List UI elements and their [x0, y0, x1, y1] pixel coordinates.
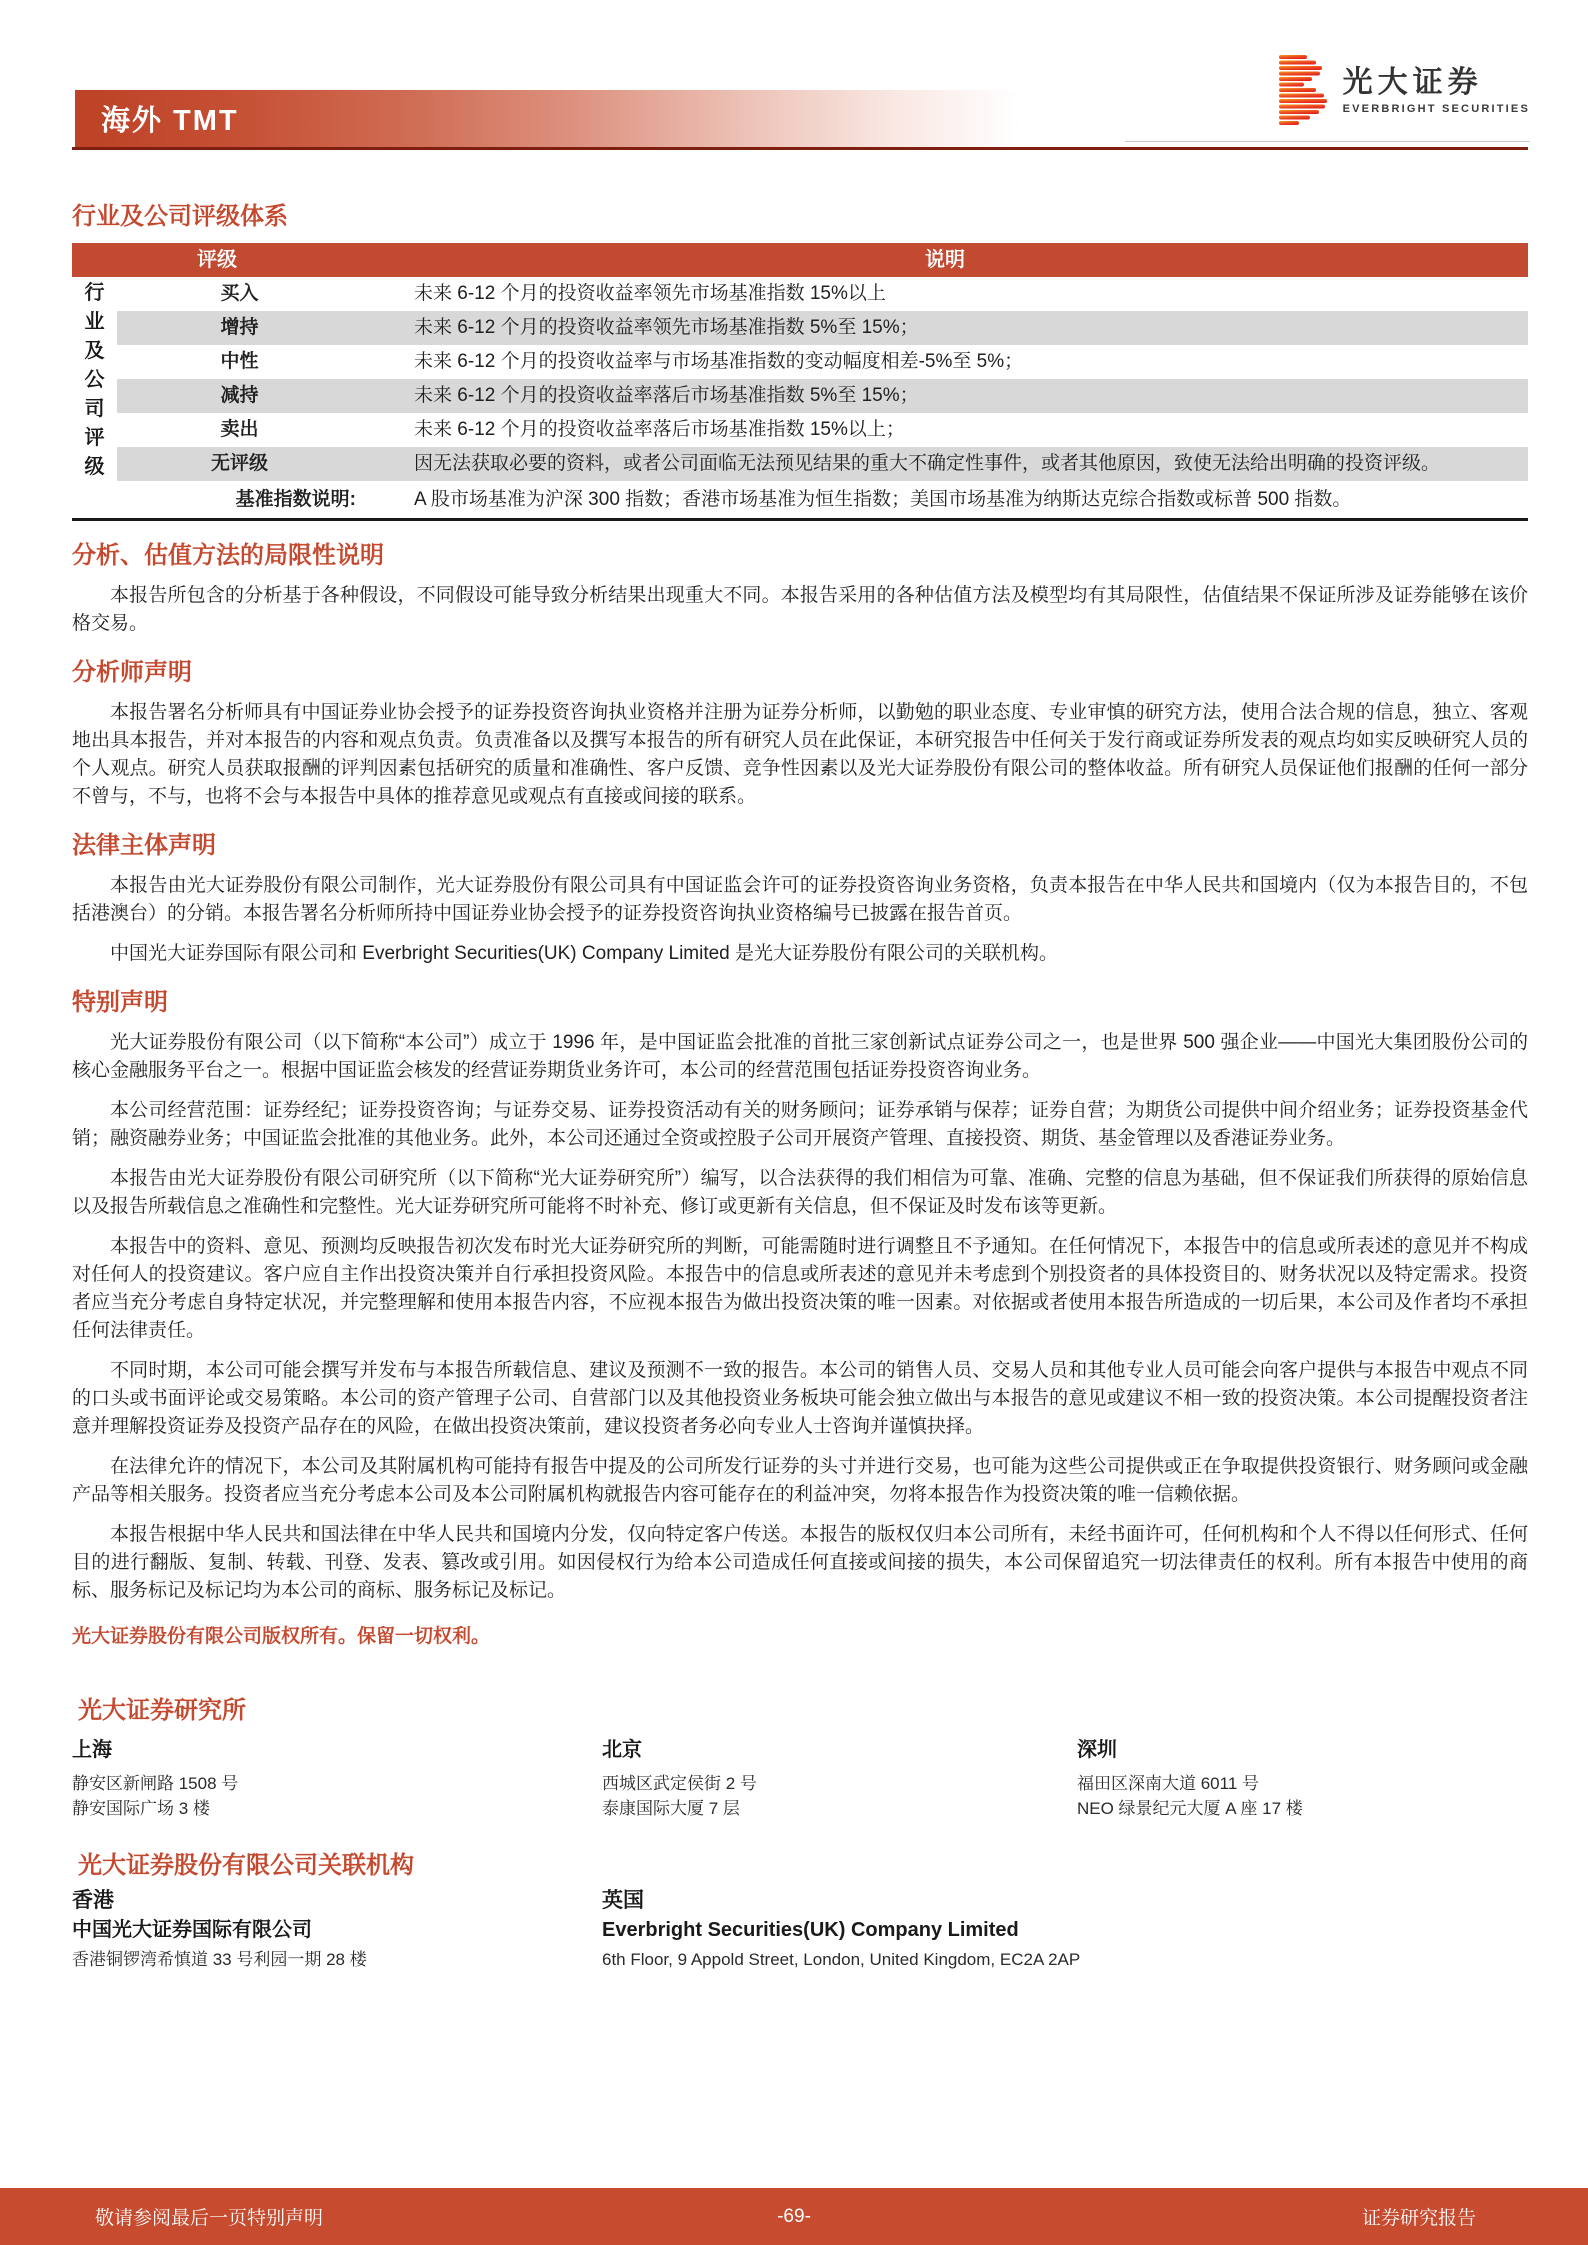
- office-address-line: NEO 绿景纪元大厦 A 座 17 楼: [1077, 1799, 1303, 1818]
- page-footer: [0, 2188, 1588, 2245]
- affiliate-offices: [72, 1886, 1528, 1972]
- section-paragraph: 不同时期，本公司可能会撰写并发布与本报告所载信息、建议及预测不一致的报告。本公司的销售人员、交易人员和其他专业人员可能会向客户提供与本报告中观点不同的口头或书面评论或交易策略。本公司的资产管理子公司、自营部门以及其他投资业务板块可能会独立做出与本报告的意见或建议不相一致的投资决策。本公司提醒投资者注意并理解投资证券及投资产品存在的风险，在做出投资决策前，建议投资者务必向专业人士咨询并谨慎抉择。: [72, 1360, 1528, 1437]
- rating-cell: 无评级: [210, 453, 268, 474]
- description-cell: 未来 6-12 个月的投资收益率领先市场基准指数 5%至 15%；: [414, 317, 919, 338]
- section-paragraph: 本报告由光大证券股份有限公司制作，光大证券股份有限公司具有中国证监会许可的证券投资咨询业务资格，负责本报告在中华人民共和国境内（仅为本报告目的，不包括港澳台）的分销。本报告署名分析师所持中国证券业协会授予的证券投资咨询执业资格编号已披露在报告首页。: [72, 875, 1528, 924]
- office-shenzhen: [1077, 1735, 1528, 1821]
- office-address-line: 静安国际广场 3 楼: [72, 1799, 210, 1818]
- office-beijing: [602, 1735, 1077, 1821]
- benchmark-row: [72, 482, 1528, 518]
- table-row: [117, 311, 1528, 345]
- office-address-line: 泰康国际大厦 7 层: [602, 1799, 740, 1818]
- office-city: 北京: [602, 1739, 642, 1761]
- banner-title: 海外 TMT: [101, 105, 239, 137]
- rating-cell: 买入: [220, 283, 259, 304]
- table-row: [117, 447, 1528, 481]
- description-cell: 未来 6-12 个月的投资收益率领先市场基准指数 15%以上: [414, 283, 886, 304]
- section-paragraph: 中国光大证券国际有限公司和 Everbright Securities(UK) Company Limited 是光大证券股份有限公司的关联机构。: [110, 943, 1059, 964]
- rating-cell: 中性: [220, 351, 259, 372]
- table-row: [117, 277, 1528, 311]
- office-address-line: 6th Floor, 9 Appold Street, London, United Kingdom, EC2A 2AP: [602, 1950, 1081, 1969]
- office-shanghai: [72, 1735, 602, 1821]
- logo-text: [1343, 66, 1530, 115]
- section-paragraph: 本报告中的资料、意见、预测均反映报告初次发布时光大证券研究所的判断，可能需随时进行调整且不予通知。在任何情况下，本报告中的信息或所表述的意见并不构成对任何人的投资建议。客户应自主作出投资决策并自行承担投资风险。本报告中的信息或所表述的意见并未考虑到个别投资者的具体投资目的、财务状况以及特定需求。投资者应当充分考虑自身特定状况，并完整理解和使用本报告内容，不应视本报告为做出投资决策的唯一因素。对依据或者使用本报告所造成的一切后果，本公司及作者均不承担任何法律责任。: [72, 1236, 1528, 1341]
- affiliate-company-name: 中国光大证券国际有限公司: [72, 1919, 312, 1941]
- affiliate-company-name: Everbright Securities(UK) Company Limited: [602, 1919, 1019, 1941]
- description-cell: 因无法获取必要的资料，或者公司面临无法预见结果的重大不确定性事件，或者其他原因，致使无法给出明确的投资评级。: [414, 453, 1441, 474]
- footer-report-type: 证券研究报告: [1361, 2208, 1476, 2229]
- column-header-description: 说明: [925, 249, 965, 271]
- benchmark-label: 基准指数说明:: [235, 489, 356, 510]
- description-cell: 未来 6-12 个月的投资收益率落后市场基准指数 5%至 15%；: [414, 385, 919, 406]
- rating-cell: 增持: [220, 317, 259, 338]
- research-institute-offices: [72, 1735, 1528, 1821]
- section-banner: [75, 90, 1040, 147]
- section-paragraph: 在法律允许的情况下，本公司及其附属机构可能持有报告中提及的公司所发行证券的头寸并进行交易，也可能为这些公司提供或正在争取提供投资银行、财务顾问或金融产品等相关服务。投资者应当充分考虑本公司及本公司附属机构就报告内容可能存在的利益冲突，勿将本报告作为投资决策的唯一信赖依据。: [72, 1456, 1528, 1505]
- rating-cell: 卖出: [220, 419, 259, 440]
- office-address-line: 香港铜锣湾希慎道 33 号利园一期 28 楼: [72, 1950, 367, 1969]
- page-number: -69-: [777, 2205, 811, 2227]
- logo-name-en: EVERBRIGHT SECURITIES: [1342, 103, 1530, 115]
- table-row: [117, 413, 1528, 447]
- description-cell: 未来 6-12 个月的投资收益率与市场基准指数的变动幅度相差-5%至 5%；: [414, 351, 1024, 372]
- affiliates-title: 光大证券股份有限公司关联机构: [78, 1852, 414, 1879]
- office-address-line: 福田区深南大道 6011 号: [1077, 1774, 1260, 1793]
- description-cell: 未来 6-12 个月的投资收益率落后市场基准指数 15%以上；: [414, 419, 905, 440]
- rating-section-title: 行业及公司评级体系: [72, 203, 288, 230]
- office-address-line: 静安区新闸路 1508 号: [72, 1774, 239, 1793]
- page-content: [72, 150, 1528, 1972]
- copyright-notice: 光大证券股份有限公司版权所有。保留一切权利。: [72, 1626, 491, 1647]
- section-heading: 特别声明: [72, 989, 168, 1016]
- section-heading: 法律主体声明: [72, 832, 216, 859]
- office-hongkong: [72, 1886, 602, 1972]
- section-paragraph: 光大证券股份有限公司（以下简称“本公司”）成立于 1996 年，是中国证监会批准的首批三家创新试点证券公司之一，也是世界 500 强企业——中国光大集团股份公司的核心金融服务平台之一。根据中国证监会核发的经营证券期货业务许可，本公司的经营范围包括证券投资咨询业务。: [72, 1032, 1528, 1081]
- benchmark-description: A 股市场基准为沪深 300 指数；香港市场基准为恒生指数；美国市场基准为纳斯达克综合指数或标普 500 指数。: [414, 489, 1352, 510]
- office-uk: [602, 1886, 1528, 1972]
- section-paragraph: 本报告根据中华人民共和国法律在中华人民共和国境内分发，仅向特定客户传送。本报告的版权仅归本公司所有，未经书面许可，任何机构和个人不得以任何形式、任何目的进行翻版、复制、转载、刊登、发表、篡改或引用。如因侵权行为给本公司造成任何直接或间接的损失，本公司保留追究一切法律责任的权利。所有本报告中使用的商标、服务标记及标记均为本公司的商标、服务标记及标记。: [72, 1524, 1528, 1601]
- column-header-rating: 评级: [197, 249, 237, 271]
- section-paragraph: 本报告由光大证券股份有限公司研究所（以下简称“光大证券研究所”）编写，以合法获得的我们相信为可靠、准确、完整的信息为基础，但不保证我们所获得的原始信息以及报告所载信息之准确性和完整性。光大证券研究所可能将不时补充、修订或更新有关信息，但不保证及时发布该等更新。: [72, 1168, 1528, 1217]
- logo-name-cn: 光大证券: [1342, 66, 1483, 99]
- section-paragraph: 本报告所包含的分析基于各种假设，不同假设可能导致分析结果出现重大不同。本报告采用的各种估值方法及模型均有其局限性，估值结果不保证所涉及证券能够在该价格交易。: [72, 585, 1528, 634]
- everbright-logo-icon: [1279, 55, 1329, 127]
- table-row: [117, 379, 1528, 413]
- rating-table: [72, 243, 1528, 521]
- section-paragraph: 本公司经营范围：证券经纪；证券投资咨询；与证券交易、证券投资活动有关的财务顾问；证券承销与保荐；证券自营；为期货公司提供中间介绍业务；证券投资基金代销；融资融券业务；中国证监会批准的其他业务。此外，本公司还通过全资或控股子公司开展资产管理、直接投资、期货、基金管理以及香港证券业务。: [72, 1100, 1528, 1149]
- section-heading: 分析、估值方法的局限性说明: [72, 542, 384, 569]
- office-city: 上海: [72, 1739, 112, 1761]
- rating-table-header: [72, 243, 1528, 277]
- office-region: 香港: [72, 1889, 114, 1912]
- table-row: [117, 345, 1528, 379]
- rating-cell: 减持: [220, 385, 259, 406]
- section-heading: 分析师声明: [72, 659, 192, 686]
- table-side-label: 行业及公司评级: [84, 282, 105, 478]
- office-city: 深圳: [1077, 1739, 1117, 1761]
- research-institute-title: 光大证券研究所: [78, 1697, 246, 1724]
- footer-disclaimer-note: 敬请参阅最后一页特别声明: [95, 2208, 324, 2229]
- company-logo: [1125, 50, 1530, 142]
- office-address-line: 西城区武定侯街 2 号: [602, 1774, 757, 1793]
- section-paragraph: 本报告署名分析师具有中国证券业协会授予的证券投资咨询执业资格并注册为证券分析师，以勤勉的职业态度、专业审慎的研究方法，使用合法合规的信息，独立、客观地出具本报告，并对本报告的内容和观点负责。负责准备以及撰写本报告的所有研究人员在此保证，本研究报告中任何关于发行商或证券所发表的观点均如实反映研究人员的个人观点。研究人员获取报酬的评判因素包括研究的质量和准确性、客户反馈、竞争性因素以及光大证券股份有限公司的整体收益。所有研究人员保证他们报酬的任何一部分不曾与，不与，也将不会与本报告中具体的推荐意见或观点有直接或间接的联系。: [72, 702, 1528, 807]
- office-region: 英国: [602, 1889, 644, 1912]
